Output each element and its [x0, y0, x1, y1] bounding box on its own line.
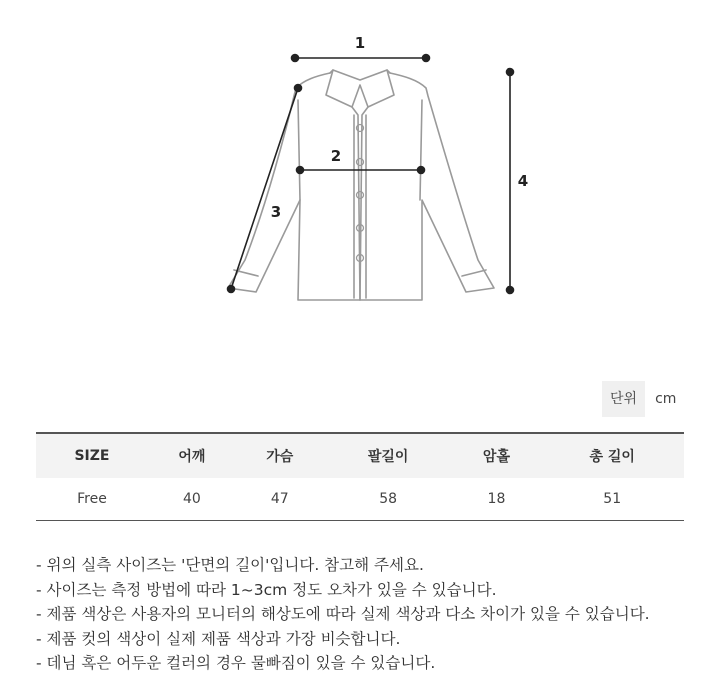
sleeve-start-dot — [295, 85, 302, 92]
shoulder-end-dot — [423, 55, 430, 62]
notes-list — [36, 553, 706, 676]
cell-shoulder: 40 — [148, 478, 236, 521]
label-sleeve: 3 — [270, 203, 282, 221]
cell-size: Free — [36, 478, 148, 521]
unit-value: cm — [655, 391, 677, 407]
cell-armhole: 18 — [453, 478, 541, 521]
header-shoulder: 어깨 — [148, 433, 236, 478]
header-chest: 가슴 — [236, 433, 324, 478]
table-row — [36, 478, 684, 521]
cell-sleeve: 58 — [324, 478, 453, 521]
note-item: - 제품 색상은 사용자의 모니터의 해상도에 따라 실제 색상과 다소 차이가 있을 수 있습니다. — [36, 605, 650, 623]
sleeve-end-dot — [228, 286, 235, 293]
unit-indicator — [602, 381, 676, 417]
header-size: SIZE — [36, 433, 148, 478]
header-total-length: 총 길이 — [540, 433, 684, 478]
note-item: - 제품 컷의 색상이 실제 제품 색상과 가장 비슷합니다. — [36, 629, 401, 648]
header-armhole: 암홀 — [453, 433, 541, 478]
size-table-header-row — [36, 433, 684, 478]
length-start-dot — [507, 69, 514, 76]
note-item: - 위의 실측 사이즈는 '단면의 길이'입니다. 참고해 주세요. — [36, 556, 424, 574]
label-length: 4 — [517, 172, 529, 190]
shoulder-start-dot — [292, 55, 299, 62]
sleeve-line — [231, 88, 298, 289]
shirt-outline — [228, 70, 494, 300]
label-shoulder: 1 — [354, 34, 366, 52]
measurement-lines — [228, 55, 514, 294]
note-item: - 사이즈는 측정 방법에 따라 1~3cm 정도 오차가 있을 수 있습니다. — [36, 580, 497, 599]
cell-chest: 47 — [236, 478, 324, 521]
length-end-dot — [507, 287, 514, 294]
note-item: - 데님 혹은 어두운 컬러의 경우 물빠짐이 있을 수 있습니다. — [36, 654, 436, 672]
unit-label: 단위 — [602, 381, 645, 417]
chest-start-dot — [297, 167, 304, 174]
header-sleeve: 팔길이 — [324, 433, 453, 478]
chest-end-dot — [418, 167, 425, 174]
size-table — [36, 432, 684, 521]
cell-total-length: 51 — [540, 478, 684, 521]
label-chest: 2 — [330, 147, 342, 165]
